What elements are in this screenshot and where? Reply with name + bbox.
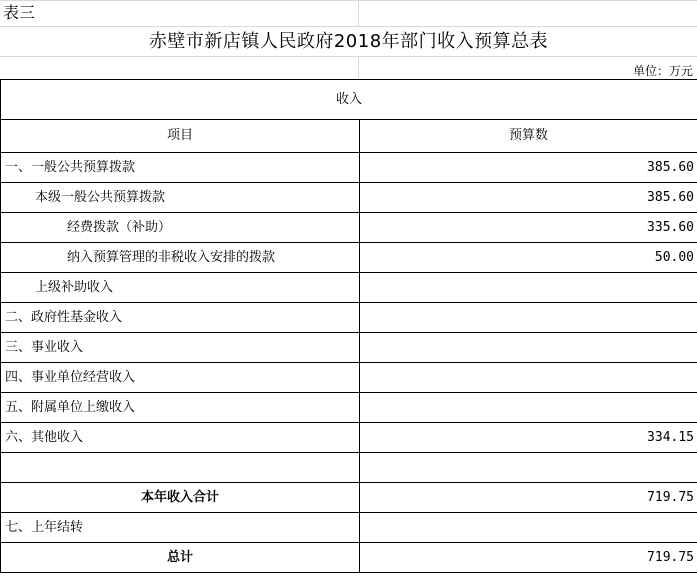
grid-line bbox=[358, 0, 359, 26]
row-label: 四、事业单位经营收入 bbox=[1, 363, 360, 393]
row-label: 五、附属单位上缴收入 bbox=[1, 393, 360, 423]
table-row bbox=[1, 273, 697, 303]
table-row bbox=[1, 183, 697, 213]
row-amount: 335.60 bbox=[360, 213, 697, 243]
row-amount bbox=[360, 453, 697, 483]
section-header-cell: 收入 bbox=[1, 80, 697, 120]
row-label: 经费拨款（补助） bbox=[1, 213, 360, 243]
row-label: 上级补助收入 bbox=[1, 273, 360, 303]
row-label: 纳入预算管理的非税收入安排的拨款 bbox=[1, 243, 360, 273]
grid-line bbox=[0, 56, 697, 57]
row-amount bbox=[360, 273, 697, 303]
table-row-subtotal bbox=[1, 483, 697, 513]
row-label bbox=[1, 453, 360, 483]
table-row bbox=[1, 393, 697, 423]
column-header-item: 项目 bbox=[1, 120, 360, 153]
row-label: 六、其他收入 bbox=[1, 423, 360, 453]
table-row bbox=[1, 423, 697, 453]
grid-line bbox=[0, 0, 697, 1]
table-row bbox=[1, 453, 697, 483]
row-amount: 385.60 bbox=[360, 153, 697, 183]
row-label: 本年收入合计 bbox=[1, 483, 360, 513]
row-amount bbox=[360, 333, 697, 363]
table-row bbox=[1, 243, 697, 273]
row-label: 二、政府性基金收入 bbox=[1, 303, 360, 333]
table-section-header-row bbox=[1, 80, 697, 120]
row-label: 本级一般公共预算拨款 bbox=[1, 183, 360, 213]
table-column-header-row bbox=[1, 120, 697, 153]
document-label: 表三 bbox=[3, 3, 36, 22]
table-row bbox=[1, 303, 697, 333]
row-amount bbox=[360, 393, 697, 423]
row-amount: 50.00 bbox=[360, 243, 697, 273]
row-amount bbox=[360, 303, 697, 333]
table-row bbox=[1, 333, 697, 363]
row-amount bbox=[360, 513, 697, 543]
row-label: 三、事业收入 bbox=[1, 333, 360, 363]
table-row bbox=[1, 363, 697, 393]
row-amount bbox=[360, 363, 697, 393]
table-row-total bbox=[1, 543, 697, 573]
row-label: 总计 bbox=[1, 543, 360, 573]
table-row bbox=[1, 213, 697, 243]
row-amount: 719.75 bbox=[360, 543, 697, 573]
unit-label: 单位：万元 bbox=[632, 64, 693, 78]
document-title: 赤壁市新店镇人民政府2018年部门收入预算总表 bbox=[148, 31, 549, 52]
table-row bbox=[1, 153, 697, 183]
budget-table bbox=[0, 79, 697, 573]
grid-line bbox=[0, 26, 697, 27]
row-label: 一、一般公共预算拨款 bbox=[1, 153, 360, 183]
row-amount: 385.60 bbox=[360, 183, 697, 213]
row-amount: 334.15 bbox=[360, 423, 697, 453]
column-header-amount: 预算数 bbox=[360, 120, 697, 153]
row-amount: 719.75 bbox=[360, 483, 697, 513]
row-label: 七、上年结转 bbox=[1, 513, 360, 543]
table-row bbox=[1, 513, 697, 543]
grid-line bbox=[358, 56, 359, 79]
